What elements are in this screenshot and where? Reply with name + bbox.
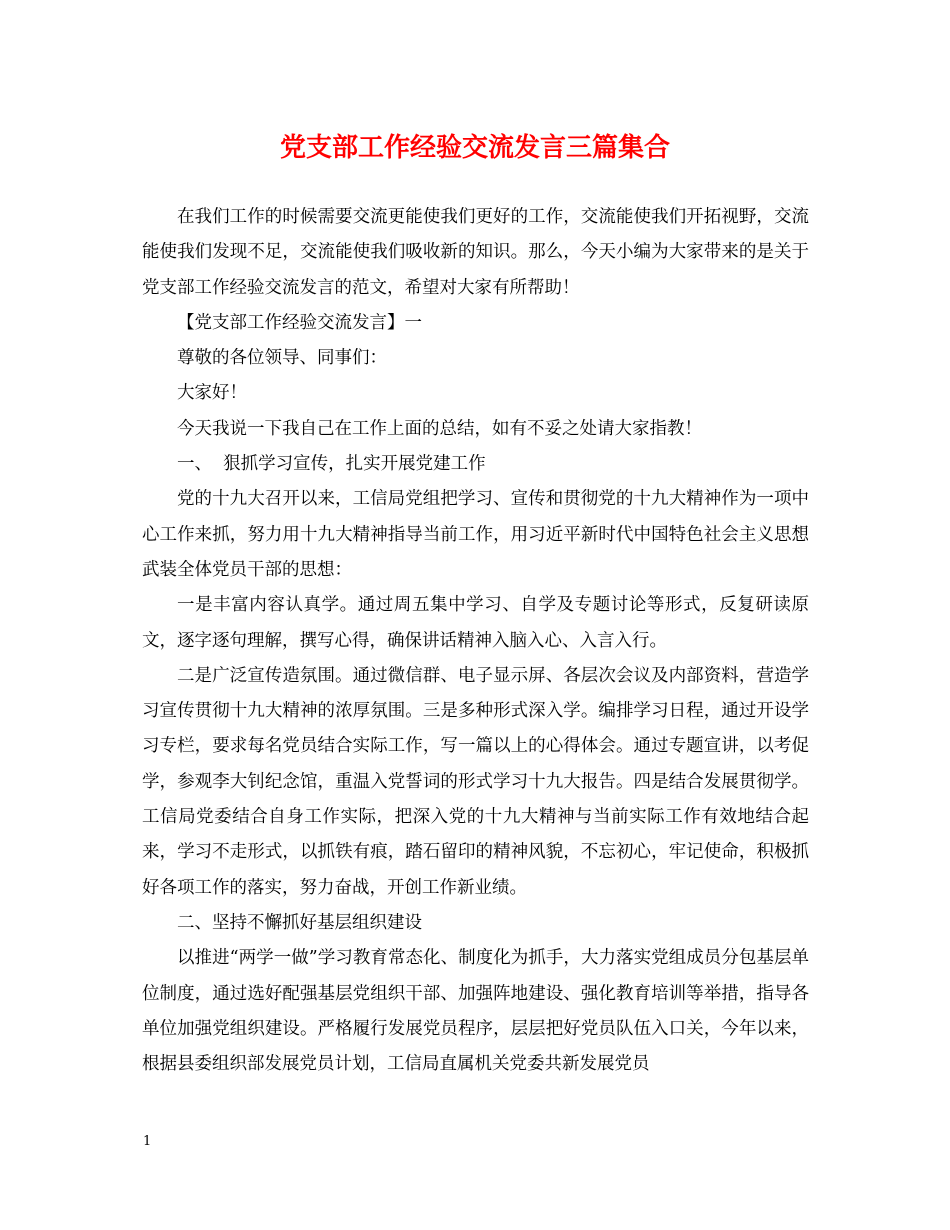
heading-grassroots-organization: 二、坚持不懈抓好基层组织建设: [177, 912, 422, 933]
section-heading-speech-one: 【党支部工作经验交流发言】一: [177, 312, 422, 333]
document-body: [142, 200, 809, 1082]
intro-paragraph: 在我们工作的时候需要交流更能使我们更好的工作，交流能使我们开拓视野，交流能使我们发现不足，交流能使我们吸收新的知识。那么，今天小编为大家带来的是关于党支部工作经验交流发言的范文，希望对大家有所帮助！: [142, 207, 809, 298]
paragraph-point-one: 一是丰富内容认真学。通过周五集中学习、自学及专题讨论等形式，反复研读原文，逐字逐句理解，撰写心得，确保讲话精神入脑入心、入言入行。: [142, 595, 809, 651]
paragraph-nineteenth-congress: 党的十九大召开以来，工信局党组把学习、宣传和贯彻党的十九大精神作为一项中心工作来抓，努力用十九大精神指导当前工作，用习近平新时代中国特色社会主义思想武装全体党员干部的思想：: [142, 489, 809, 580]
salutation: 尊敬的各位领导、同事们：: [177, 348, 387, 369]
paragraph-point-two: 二是广泛宣传造氛围。通过微信群、电子显示屏、各层次会议及内部资料，营造学习宣传贯彻十九大精神的浓厚氛围。三是多种形式深入学。编排学习日程，通过开设学习专栏，要求每名党员结合实际工作，写一篇以上的心得体会。通过专题宣讲，以考促学，参观李大钊纪念馆，重温入党誓词的形式学习十九大报告。四是结合发展贯彻学。工信局党委结合自身工作实际，把深入党的十九大精神与当前实际工作有效地结合起来，学习不走形式，以抓铁有痕，踏石留印的精神风貌，不忘初心，牢记使命，积极抓好各项工作的落实，努力奋战，开创工作新业绩。: [142, 665, 809, 898]
document-title: 党支部工作经验交流发言三篇集合: [279, 133, 670, 163]
greeting: 大家好！: [177, 383, 247, 404]
opening-statement: 今天我说一下我自己在工作上面的总结，如有不妥之处请大家指教！: [177, 418, 702, 439]
paragraph-two-studies-one-action: 以推进“两学一做”学习教育常态化、制度化为抓手，大力落实党组成员分包基层单位制度，通过选好配强基层党组织干部、加强阵地建设、强化教育培训等举措，指导各单位加强党组织建设。严格履行发展党员程序，层层把好党员队伍入口关，今年以来，根据县委组织部发展党员计划，工信局直属机关党委共新发展党员: [142, 948, 809, 1075]
page-number: 1: [143, 1134, 152, 1149]
heading-study-publicity: 一、 狠抓学习宣传，扎实开展党建工作: [177, 454, 486, 475]
